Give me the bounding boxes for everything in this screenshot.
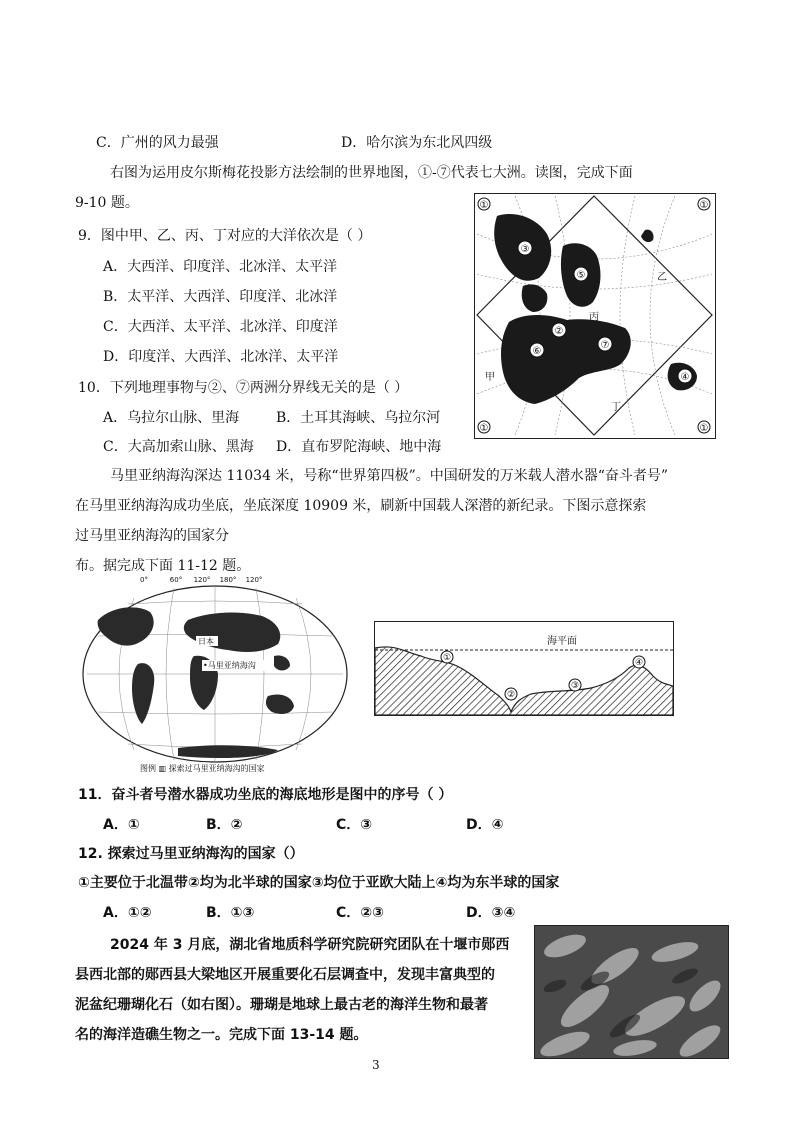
q9-option-b: B．太平洋、大西洋、印度洋、北冰洋 <box>103 289 338 305</box>
profile-marker-2: ② <box>506 690 516 700</box>
intro-9-10-line2: 9-10 题。 <box>75 195 139 211</box>
intro-11-12-line4: 布。据完成下面 11-12 题。 <box>75 558 251 574</box>
q12-option-b: B．①③ <box>206 905 255 921</box>
q11-option-d: D．④ <box>466 817 504 833</box>
q12-statements: ①主要位于北温带②均为北半球的国家③均位于亚欧大陆上④均为东半球的国家 <box>78 875 560 891</box>
peirce-corner-br: ① <box>699 423 709 434</box>
q9-option-d: D．印度洋、大西洋、北冰洋、太平洋 <box>103 349 339 365</box>
lon-label-60: 60° <box>169 576 183 584</box>
profile-marker-3: ③ <box>570 681 580 691</box>
intro-13-14-line4: 名的海洋造礁生物之一。完成下面 13-14 题。 <box>75 1027 368 1043</box>
q10-option-a: A．乌拉尔山脉、里海 <box>103 410 240 426</box>
peirce-ocean-yi: 乙 <box>657 272 667 283</box>
q12-option-d: D．③④ <box>466 905 516 921</box>
q11-option-c: C．③ <box>336 817 373 833</box>
profile-marker-4: ④ <box>634 658 644 668</box>
q8-option-d: D．哈尔滨为东北风四级 <box>341 135 493 151</box>
world-map-caption: 图例 ▥ 探索过马里亚纳海沟的国家 <box>140 764 265 773</box>
q12-option-a: A．①② <box>103 905 152 921</box>
profile-marker-1: ① <box>442 653 452 663</box>
q12-option-c: C．②③ <box>336 905 384 921</box>
peirce-continent-2: ② <box>554 326 564 337</box>
q8-option-c: C．广州的风力最强 <box>96 135 219 151</box>
q10-option-b: B．土耳其海峡、乌拉尔河 <box>276 410 441 426</box>
lon-label-120e: 120° <box>193 576 211 584</box>
q11-option-a: A．① <box>103 817 140 833</box>
page-number: 3 <box>372 1058 380 1072</box>
seafloor-profile-graphic <box>375 622 673 715</box>
q12-stem: 12. 探索过马里亚纳海沟的国家（） <box>78 846 304 862</box>
sea-level-label: 海平面 <box>547 636 577 647</box>
intro-11-12-line3: 过马里亚纳海沟的国家分 <box>75 528 229 544</box>
peirce-continent-5: ⑤ <box>576 270 586 281</box>
world-map-graphic <box>78 576 352 776</box>
seafloor-profile <box>374 621 674 716</box>
q10-stem: 10．下列地理事物与②、⑦两洲分界线无关的是（ ） <box>78 380 409 396</box>
intro-11-12-line1: 马里亚纳海沟深达 11034 米，号称“世界第四极”。中国研发的万米载人潜水器“奋斗者号” <box>110 468 669 484</box>
peirce-map-graphic <box>475 194 714 437</box>
intro-13-14-line1: 2024 年 3 月底，湖北省地质科学研究院研究团队在十堰市郧西 <box>110 937 510 953</box>
peirce-continent-6: ⑥ <box>532 346 542 357</box>
q9-stem: 9．图中甲、乙、丙、丁对应的大洋依次是（ ） <box>78 228 372 244</box>
label-mariana-trench: •马里亚纳海沟 <box>203 661 256 670</box>
q11-stem: 11．奋斗者号潜水器成功坐底的海底地形是图中的序号（ ） <box>78 787 453 803</box>
coral-fossil-photo <box>534 925 729 1059</box>
peirce-continent-3: ③ <box>520 244 530 255</box>
lon-label-180: 180° <box>219 576 237 584</box>
q11-option-b: B．② <box>206 817 243 833</box>
label-japan: 日本 <box>198 637 214 646</box>
intro-9-10-line1: 右图为运用皮尔斯梅花投影方法绘制的世界地图，①-⑦代表七大洲。读图，完成下面 <box>110 165 633 181</box>
lon-label-0: 0° <box>140 576 148 584</box>
peirce-ocean-bing: 丙 <box>589 312 599 323</box>
peirce-corner-bl: ① <box>479 423 489 434</box>
peirce-ocean-ding: 丁 <box>611 402 621 413</box>
q10-option-d: D．直布罗陀海峡、地中海 <box>276 439 442 455</box>
peirce-corner-tl: ① <box>479 200 489 211</box>
peirce-continent-7: ⑦ <box>600 340 610 351</box>
peirce-corner-tr: ① <box>699 200 709 211</box>
intro-13-14-line2: 县西北部的郧西县大梁地区开展重要化石层调查中，发现丰富典型的 <box>75 967 495 983</box>
q9-option-a: A．大西洋、印度洋、北冰洋、太平洋 <box>103 259 338 275</box>
coral-fossil-texture <box>535 926 728 1058</box>
intro-11-12-line2: 在马里亚纳海沟成功坐底，坐底深度 10909 米，刷新中国载人深潜的新纪录。下图示意探索 <box>75 498 647 514</box>
lon-label-120w: 120° <box>245 576 263 584</box>
peirce-ocean-jia: 甲 <box>485 372 495 383</box>
q10-option-c: C．大高加索山脉、黑海 <box>103 439 254 455</box>
intro-13-14-line3: 泥盆纪珊瑚化石（如右图）。珊瑚是地球上最古老的海洋生物和最著 <box>75 997 488 1013</box>
world-map <box>78 576 352 776</box>
peirce-map <box>474 193 716 439</box>
q9-option-c: C．大西洋、太平洋、北冰洋、印度洋 <box>103 319 338 335</box>
peirce-continent-4: ④ <box>680 372 690 383</box>
